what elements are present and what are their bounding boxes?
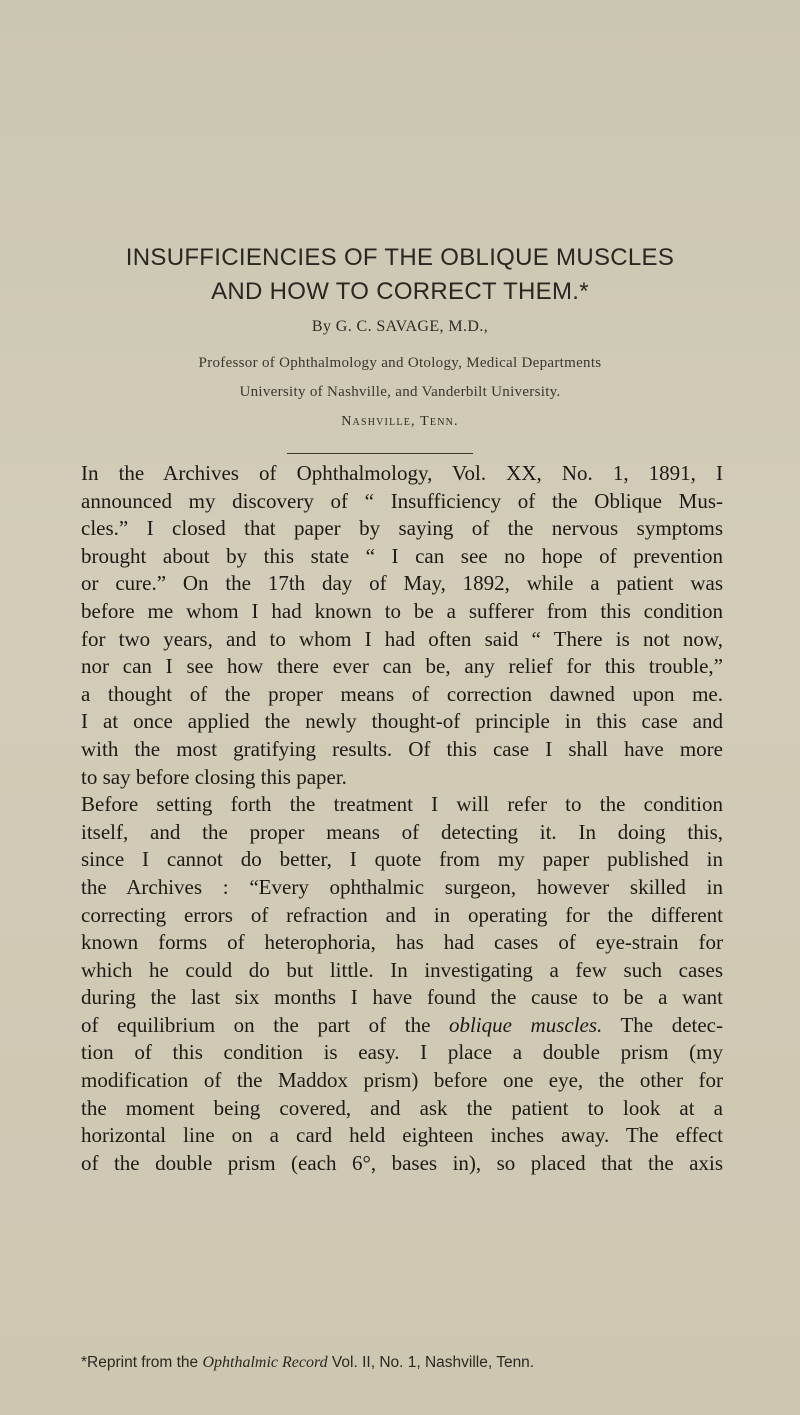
body-line: the moment being covered, and ask the patient to look at a: [81, 1095, 723, 1120]
article-title-line-1: INSUFFICIENCIES OF THE OBLIQUE MUSCLES: [125, 244, 675, 271]
body-line: the Archives : “Every ophthalmic surgeon, however skilled in: [81, 874, 723, 899]
italic-phrase: oblique muscles.: [448, 1012, 603, 1037]
section-divider: [287, 453, 473, 454]
body-line: announced my discovery of “ Insufficiency of the Oblique Mus-: [81, 488, 723, 513]
body-line: correcting errors of refraction and in operating for the different: [81, 902, 723, 927]
footnote-journal: Ophthalmic Record: [202, 1354, 328, 1371]
body-line: tion of this condition is easy. I place a double prism (my: [81, 1040, 723, 1065]
body-line: nor can I see how there ever can be, any relief for this trouble,”: [81, 654, 723, 679]
author-byline: By G. C. SAVAGE, M.D.,: [311, 318, 489, 335]
article-body: [81, 460, 723, 1177]
body-line: a thought of the proper means of correction dawned upon me.: [81, 681, 723, 706]
body-line-with-italic: [81, 1012, 723, 1040]
body-line: for two years, and to whom I had often said “ There is not now,: [81, 626, 723, 651]
body-line-tail: The detec-: [602, 1012, 723, 1037]
body-line: with the most gratifying results. Of this case I shall have more: [81, 736, 723, 761]
footnote-prefix: *Reprint from the: [81, 1354, 203, 1371]
footnote: [81, 1354, 741, 1372]
body-line: to say before closing this paper.: [81, 764, 347, 789]
body-line: I at once applied the newly thought-of principle in this case and: [81, 709, 723, 734]
body-line: Before setting forth the treatment I will refer to the condition: [81, 792, 723, 817]
footnote-suffix: Vol. II, No. 1, Nashville, Tenn.: [327, 1354, 535, 1371]
body-line: In the Archives of Ophthalmology, Vol. XX, No. 1, 1891, I: [81, 461, 723, 485]
author-affiliation-line-2: University of Nashville, and Vanderbilt University.: [239, 384, 561, 400]
body-line: before me whom I had known to be a sufferer from this condition: [81, 598, 723, 623]
body-line-lead: of equilibrium on the part of the: [81, 1012, 449, 1037]
author-location: Nashville, Tenn.: [341, 414, 459, 429]
body-line: known forms of heterophoria, has had cases of eye-strain for: [81, 930, 723, 955]
body-line: horizontal line on a card held eighteen inches away. The effect: [81, 1123, 723, 1148]
body-line: brought about by this state “ I can see no hope of prevention: [81, 543, 723, 568]
body-line: of the double prism (each 6°, bases in), so placed that the axis: [81, 1150, 723, 1175]
body-line: since I cannot do better, I quote from my paper published in: [81, 847, 723, 872]
author-affiliation-line-1: Professor of Ophthalmology and Otology, Medical Departments: [198, 355, 602, 371]
article-title-line-2: AND HOW TO CORRECT THEM.*: [211, 278, 589, 305]
body-line: modification of the Maddox prism) before one eye, the other for: [81, 1068, 723, 1093]
body-line: itself, and the proper means of detecting it. In doing this,: [81, 819, 723, 844]
body-line: during the last six months I have found the cause to be a want: [81, 985, 723, 1010]
body-line: cles.” I closed that paper by saying of the nervous symptoms: [81, 516, 723, 541]
body-line: which he could do but little. In investigating a few such cases: [81, 957, 723, 982]
body-line: or cure.” On the 17th day of May, 1892, while a patient was: [81, 571, 723, 596]
